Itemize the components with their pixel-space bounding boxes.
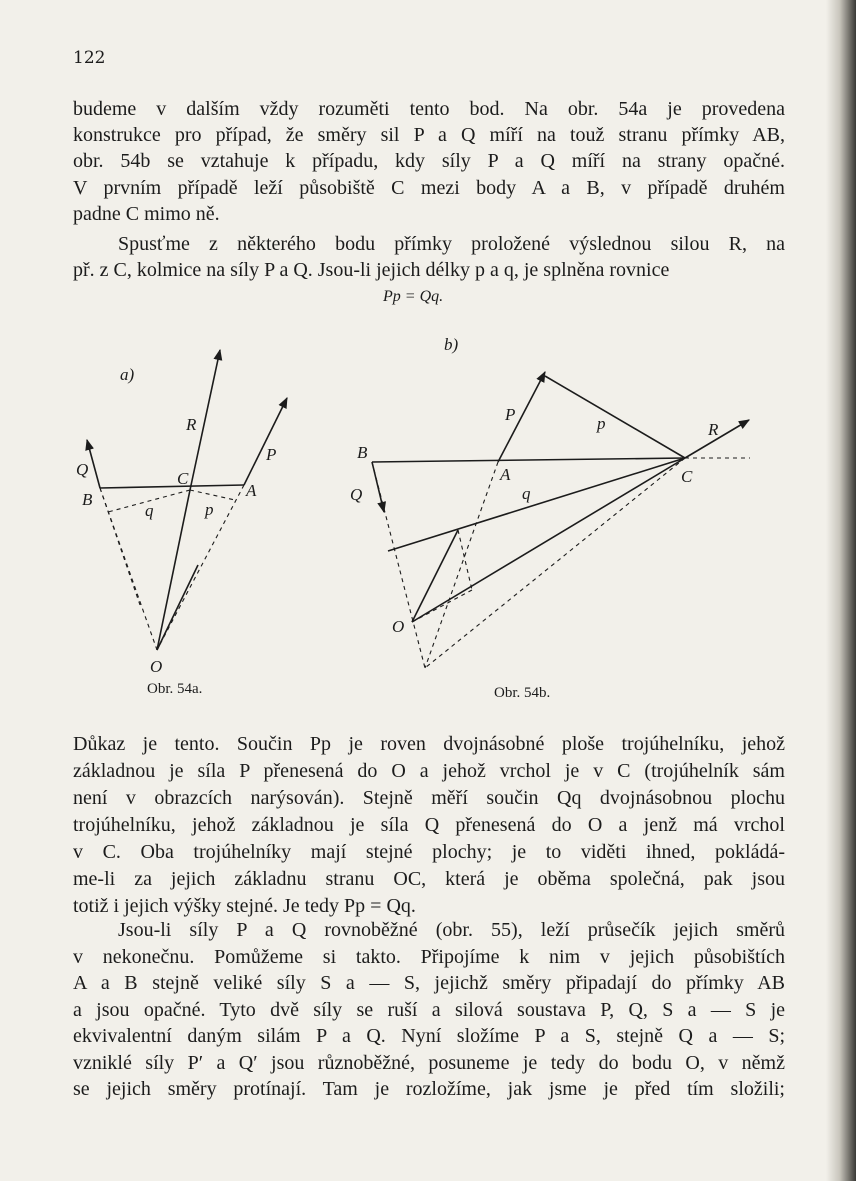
line-q xyxy=(388,458,685,551)
label-B: B xyxy=(357,443,368,462)
text-line: př. z C, kolmice na síly P a Q. Jsou-li jejich délky p a q, je splněna rovnice xyxy=(73,259,670,282)
force-P-arrow xyxy=(244,398,287,485)
caption-54b: Obr. 54b. xyxy=(494,685,551,701)
line-BC xyxy=(372,458,685,462)
text-line: Jsou-li síly P a Q rovnoběžné (obr. 55), leží průsečík jejich směrů xyxy=(118,919,785,941)
line-p xyxy=(545,376,685,458)
label-q: q xyxy=(522,484,531,503)
label-R: R xyxy=(708,420,719,439)
text-line: trojúhelníku, jehož základnou je síla Q přenesená do O a jenž má vrchol xyxy=(73,814,785,836)
label-O: O xyxy=(392,617,405,636)
dash-par-2 xyxy=(412,590,472,622)
label-A: A xyxy=(500,465,511,484)
text-line: obr. 54b se vztahuje k případu, kdy síly P a Q míří na strany opačné. xyxy=(73,150,785,173)
text-line: padne C mimo ně. xyxy=(73,202,220,225)
figure-54b xyxy=(372,372,749,622)
label-B: B xyxy=(82,490,93,509)
text-line: konstrukce pro případ, že směry sil P a Q míří na touž stranu přímky AB, xyxy=(73,124,785,147)
text-line: se jejich směry protínají. Tam je rozložíme, jak jsme je před tím složili; xyxy=(73,1078,785,1100)
text-line: základnou je síla P přenesená do O a jehož vrchol je v C (trojúhelník sám xyxy=(73,760,785,782)
dash-par-1 xyxy=(458,530,472,590)
text-line: Důkaz je tento. Součin Pp je roven dvojnásobné ploše trojúhelníku, jehož xyxy=(73,733,785,755)
label-Q: Q xyxy=(76,460,89,479)
label-C: C xyxy=(177,469,189,488)
figure-54a xyxy=(87,350,287,650)
label-C: C xyxy=(681,467,693,486)
paragraph-3 xyxy=(73,731,785,920)
label-Q: Q xyxy=(350,485,363,504)
text-line: me-li za jejich základnu stranu OC, která je oběma společná, pak jsou xyxy=(73,868,785,890)
dash-AO xyxy=(157,485,244,650)
dash-AO xyxy=(425,462,498,668)
perp-p xyxy=(190,490,235,500)
text-line: Spusťme z některého bodu přímky proložené výslednou silou R, na xyxy=(118,233,785,255)
line-O-side xyxy=(157,565,198,650)
label-R: R xyxy=(186,415,197,434)
equation: Pp = Qq. xyxy=(383,288,444,305)
label-O: O xyxy=(150,657,163,676)
fig-a-tag: a) xyxy=(120,365,135,384)
label-q: q xyxy=(145,501,154,520)
text-line: není v obrazcích narýsován). Stejně měří součin Qq dvojnásobnou plochu xyxy=(73,787,785,809)
label-P: P xyxy=(266,445,277,464)
line-CO xyxy=(157,490,190,650)
caption-54a: Obr. 54a. xyxy=(147,681,203,697)
line-AB xyxy=(100,485,244,488)
label-p: p xyxy=(205,500,214,519)
text-line: totiž i jejich výšky stejné. Je tedy Pp = Qq. xyxy=(73,895,416,917)
text-line: V prvním případě leží působiště C mezi body A a B, v případě druhém xyxy=(73,176,785,199)
fig-b-tag: b) xyxy=(444,335,459,354)
text-line: a jsou opačné. Tyto dvě síly se ruší a silová soustava P, Q, S a — S je xyxy=(73,998,785,1021)
text-line: v nekonečnu. Pomůžeme si takto. Připojíme k nim v jejich působištích xyxy=(73,945,785,968)
force-Q-arrow xyxy=(87,440,100,488)
label-A: A xyxy=(246,481,257,500)
text-line: budeme v dalším vždy rozuměti tento bod. Na obr. 54a je provedena xyxy=(73,98,785,120)
dash-CO xyxy=(425,458,685,668)
text-line: ekvivalentní daným silám P a Q. Nyní složíme P a S, stejně Q a — S; xyxy=(73,1025,785,1047)
text-line: v C. Oba trojúhelníky mají stejné plochy; je to viděti ihned, pokládá- xyxy=(73,841,785,863)
page-number: 122 xyxy=(73,48,106,68)
text-line: vzniklé síly P′ a Q′ jsou různoběžné, posuneme je tedy do bodu O, v němž xyxy=(73,1051,785,1074)
paragraph-4 xyxy=(73,917,785,1103)
label-P: P xyxy=(505,405,516,424)
text-line: A a B stejně veliké síly S a — S, jejichž směry připadají do přímky AB xyxy=(73,972,785,994)
label-p: p xyxy=(597,414,606,433)
